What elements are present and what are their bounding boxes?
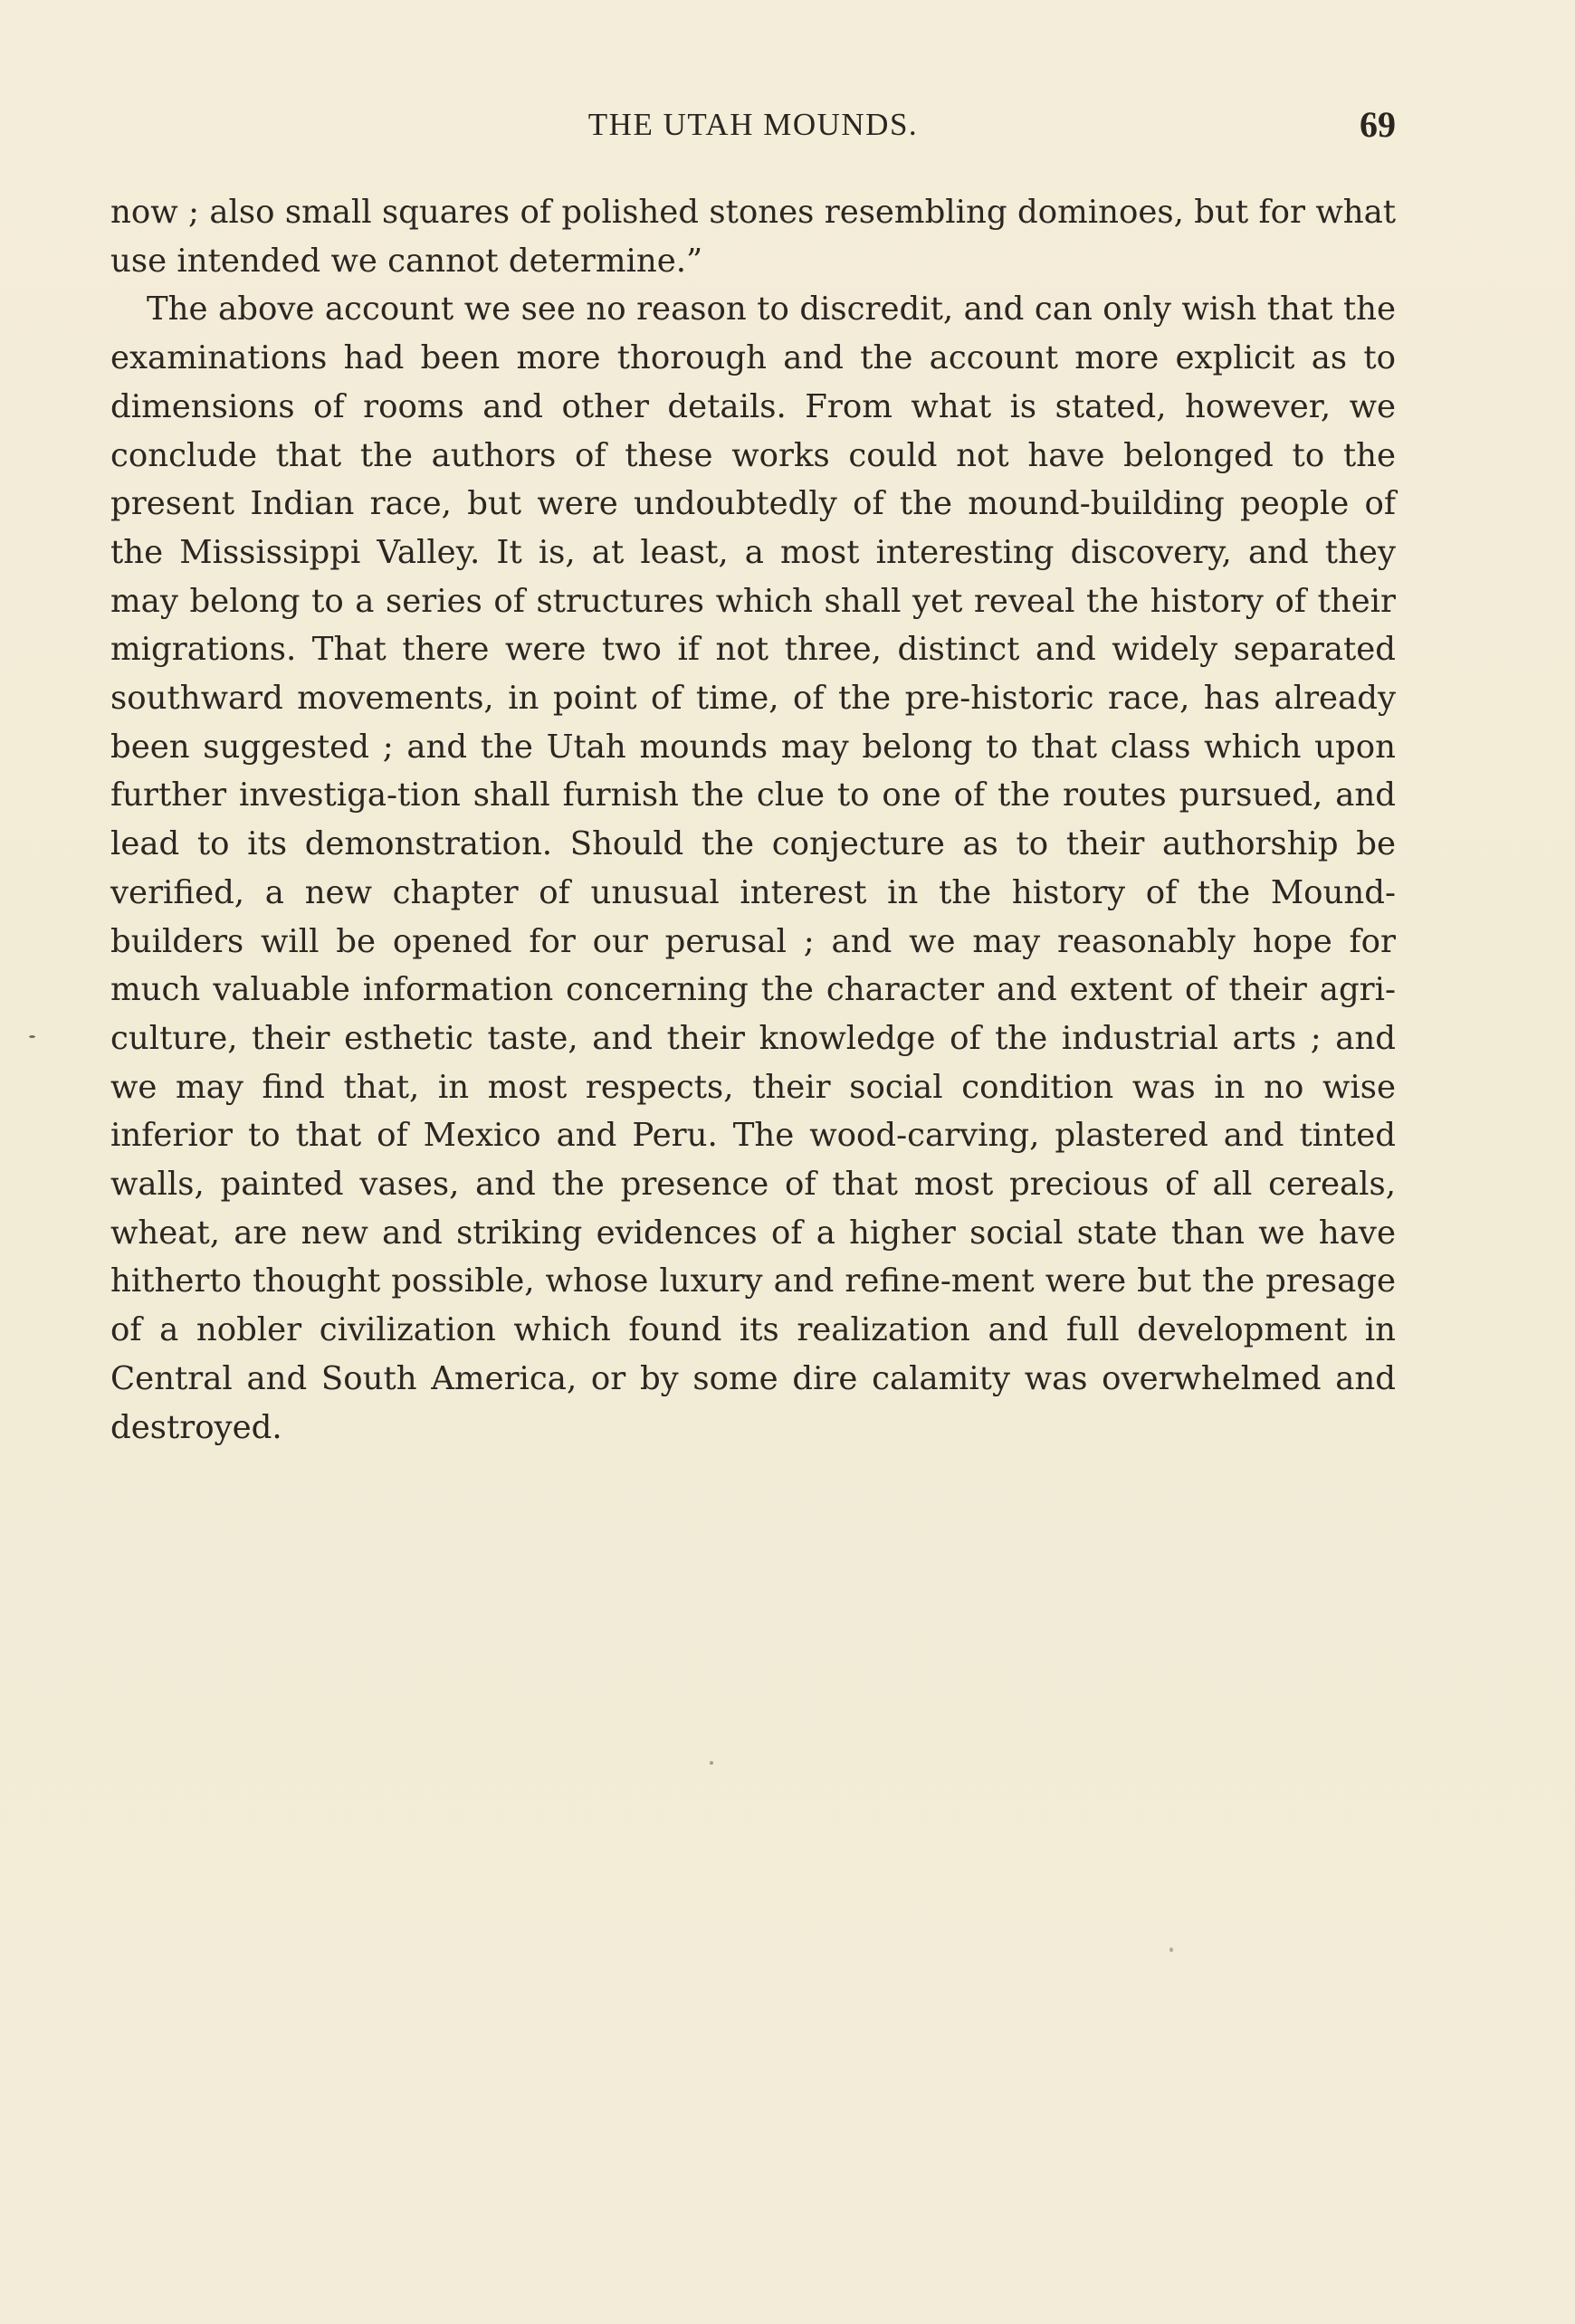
- page-number: 69: [1360, 104, 1396, 145]
- running-head: [110, 104, 1396, 148]
- paper-speck: [29, 1035, 35, 1038]
- paper-speck: [710, 1761, 713, 1765]
- body-text: [110, 188, 1396, 1452]
- paragraph-continuation: now ; also small squares of polished stones resembling dominoes, but for what use intended we cannot determine.”: [110, 194, 1396, 280]
- running-title: THE UTAH MOUNDS.: [587, 107, 919, 142]
- paper-speck: [1169, 1948, 1173, 1952]
- paragraph-main: The above account we see no reason to discredit, and can only wish that the examinations had been more thorough and the account more explicit as to dimensions of rooms and other details. From what is stated, however, we conclude that the authors of these works could not have belonged to the present Indian race, but were undoubtedly of the mound-building people of the Mississippi Valley. It is, at least, a most interesting discovery, and they may belong to a series of structures which shall yet reveal the history of their migrations. That there were two if not three, distinct and widely separated southward movements, in point of time, of the pre-historic race, has already been suggested ; and the Utah mounds may belong to that class which upon further investiga-tion shall furnish the clue to one of the routes pursued, and lead to its demonstration. Should the conjecture as to their authorship be verified, a new chapter of unusual interest in the history of the Mound-builders will be opened for our perusal ; and we may reasonably hope for much valuable information concerning the character and extent of their agri-culture, their esthetic taste, and their knowledge of the industrial arts ; and we may find that, in most respects, their social condition was in no wise inferior to that of Mexico and Peru. The wood-carving, plastered and tinted walls, painted vases, and the presence of that most precious of all cereals, wheat, are new and striking evidences of a higher social state than we have hitherto thought possible, whose luxury and refine-ment were but the presage of a nobler civilization which found its realization and full development in Central and South America, or by some dire calamity was overwhelmed and destroyed.: [110, 290, 1396, 1446]
